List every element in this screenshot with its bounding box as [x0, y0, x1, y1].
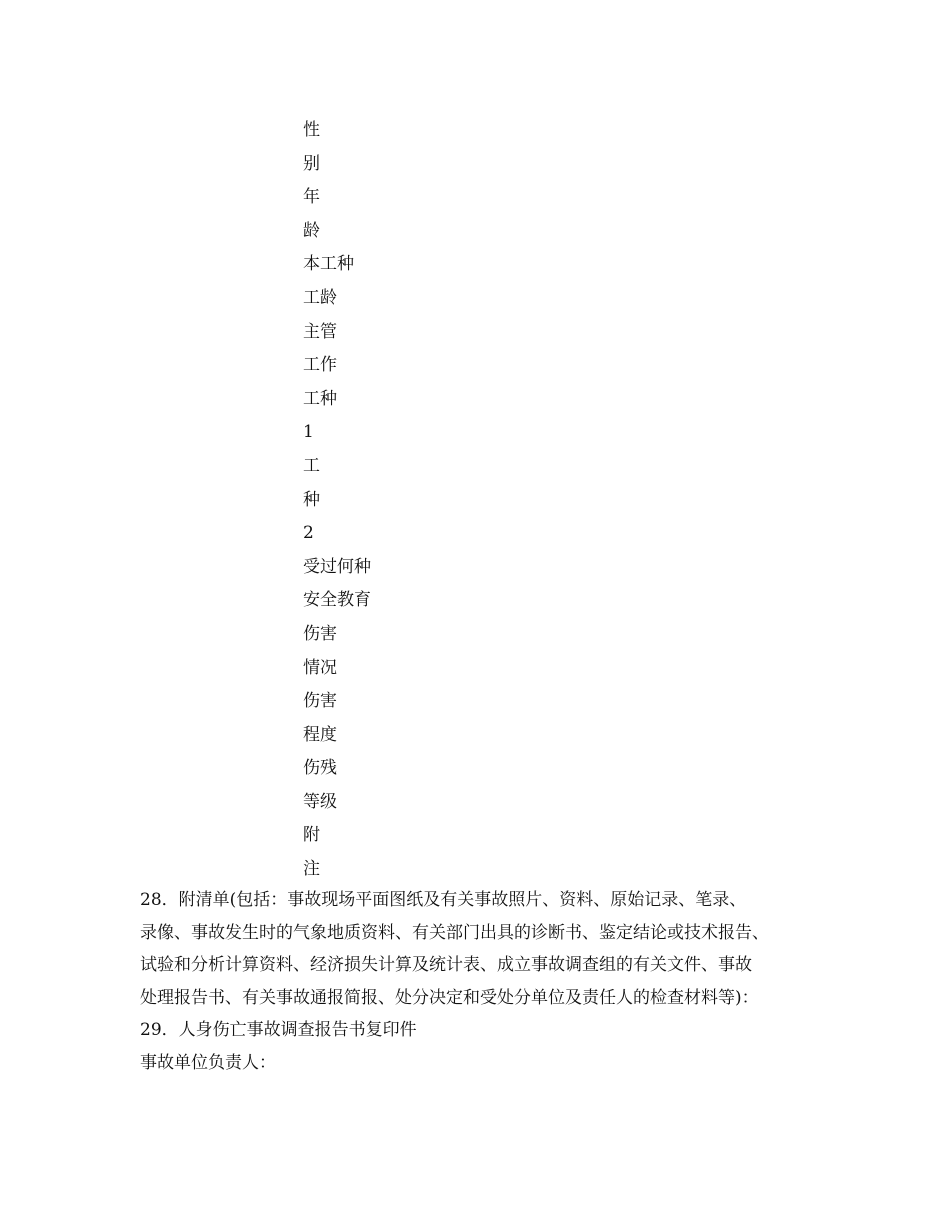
- column-label: 性: [303, 120, 320, 140]
- column-label: 注: [303, 859, 320, 880]
- column-label: 别: [303, 153, 320, 174]
- column-label: 种: [303, 489, 320, 510]
- column-label: 程度: [303, 724, 337, 745]
- document-body: [140, 887, 840, 1082]
- column-label: 2: [303, 523, 314, 544]
- item-28-line: 处理报告书、有关事故通报简报、处分决定和受处分单位及责任人的检查材料等)：: [140, 987, 759, 1008]
- column-label: 主管: [303, 321, 337, 342]
- item-29: 29．人身伤亡事故调查报告书复印件: [140, 1020, 417, 1040]
- column-label: 情况: [303, 657, 337, 678]
- column-label: 受过何种: [303, 556, 371, 577]
- column-label: 本工种: [303, 254, 354, 275]
- column-label: 龄: [303, 220, 320, 241]
- item-28-line: 28．附清单(包括：事故现场平面图纸及有关事故照片、资料、原始记录、笔录、: [140, 890, 747, 910]
- column-label: 伤害: [303, 623, 337, 644]
- column-label: 附: [303, 825, 320, 846]
- column-label: 工: [303, 455, 320, 476]
- column-label: 1: [303, 422, 314, 443]
- column-label: 等级: [303, 791, 337, 812]
- column-label: 伤害: [303, 691, 337, 712]
- column-label: 伤残: [303, 758, 337, 779]
- column-label: 工种: [303, 388, 337, 409]
- item-28-line: 试验和分析计算资料、经济损失计算及统计表、成立事故调查组的有关文件、事故: [140, 955, 752, 975]
- responsible-person-label: 事故单位负责人：: [140, 1052, 276, 1073]
- table-column-labels: [303, 117, 371, 890]
- column-label: 年: [303, 187, 320, 208]
- column-label: 安全教育: [303, 590, 371, 611]
- column-label: 工作: [303, 355, 337, 376]
- column-label: 工龄: [303, 287, 337, 308]
- item-28-line: 录像、事故发生时的气象地质资料、有关部门出具的诊断书、鉴定结论或技术报告、: [140, 922, 769, 943]
